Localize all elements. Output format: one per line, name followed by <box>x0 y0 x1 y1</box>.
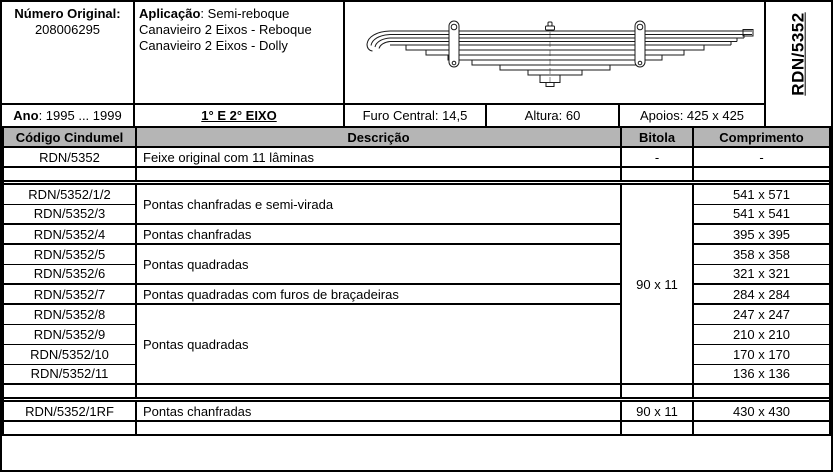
aplicacao-cell <box>135 2 345 105</box>
code-cell: RDN/5352/8 <box>3 304 136 324</box>
comp-cell: 395 x 395 <box>693 224 830 244</box>
aplicacao-label: Aplicação <box>139 6 201 21</box>
table-row <box>3 401 830 421</box>
comp-cell: 321 x 321 <box>693 264 830 284</box>
numero-original-cell <box>2 2 135 105</box>
comp-cell: 247 x 247 <box>693 304 830 324</box>
bitola-cell: 90 x 11 <box>621 184 693 384</box>
column-header-descricao: Descrição <box>136 127 621 147</box>
aplicacao-line2: Canavieiro 2 Eixos - Reboque <box>139 22 312 37</box>
code-cell: RDN/5352/1RF <box>3 401 136 421</box>
comp-cell: - <box>693 147 830 167</box>
bitola-cell: 90 x 11 <box>621 401 693 421</box>
comp-cell: 358 x 358 <box>693 244 830 264</box>
table-row <box>3 244 830 264</box>
empty-cell <box>621 384 693 398</box>
parts-table <box>2 126 831 436</box>
table-row <box>3 147 830 167</box>
spec-row <box>2 105 831 126</box>
table-row <box>3 184 830 204</box>
code-cell: RDN/5352/5 <box>3 244 136 264</box>
empty-cell <box>693 384 830 398</box>
empty-cell <box>621 421 693 435</box>
header-section <box>2 2 831 105</box>
ano-value: : 1995 ... 1999 <box>38 108 122 123</box>
desc-cell: Pontas chanfradas e semi-virada <box>136 184 621 224</box>
numero-original-label: Número Original: <box>14 6 121 21</box>
eixo-cell <box>135 105 345 126</box>
leaf-spring-diagram <box>350 7 760 99</box>
comp-cell: 136 x 136 <box>693 364 830 384</box>
desc-cell: Pontas chanfradas <box>136 401 621 421</box>
column-header-comprimento: Comprimento <box>693 127 830 147</box>
comp-cell: 541 x 541 <box>693 204 830 224</box>
comp-cell: 541 x 571 <box>693 184 830 204</box>
desc-cell: Pontas quadradas <box>136 304 621 384</box>
ano-cell <box>2 105 135 126</box>
code-cell: RDN/5352/4 <box>3 224 136 244</box>
empty-cell <box>621 167 693 181</box>
empty-cell <box>136 384 621 398</box>
table-row <box>3 224 830 244</box>
table-header-row <box>3 127 830 147</box>
eixo-value: 1° E 2° EIXO <box>201 108 277 123</box>
comp-cell: 170 x 170 <box>693 344 830 364</box>
table-row <box>3 304 830 324</box>
desc-cell: Pontas quadradas <box>136 244 621 284</box>
model-code-vertical: RDN/5352 <box>788 11 808 96</box>
empty-cell <box>136 421 621 435</box>
bitola-cell: - <box>621 147 693 167</box>
column-header-bitola: Bitola <box>621 127 693 147</box>
comp-cell: 430 x 430 <box>693 401 830 421</box>
code-cell: RDN/5352/10 <box>3 344 136 364</box>
ano-label: Ano <box>13 108 39 123</box>
empty-cell <box>693 167 830 181</box>
comp-cell: 210 x 210 <box>693 324 830 344</box>
code-cell: RDN/5352/3 <box>3 204 136 224</box>
empty-cell <box>693 421 830 435</box>
empty-cell <box>3 421 136 435</box>
code-cell: RDN/5352/11 <box>3 364 136 384</box>
desc-cell: Pontas quadradas com furos de braçadeiras <box>136 284 621 304</box>
code-cell: RDN/5352/7 <box>3 284 136 304</box>
aplicacao-line1 <box>139 6 341 22</box>
furo-central-cell: Furo Central: 14,5 <box>345 105 487 126</box>
empty-cell <box>3 167 136 181</box>
apoios-cell: Apoios: 425 x 425 <box>620 105 766 126</box>
drawing-cell <box>345 2 766 105</box>
altura-cell: Altura: 60 <box>487 105 620 126</box>
spec-row-blank-cell <box>766 105 831 126</box>
code-cell: RDN/5352/1/2 <box>3 184 136 204</box>
aplicacao-value: : Semi-reboque <box>200 6 290 21</box>
separator-row <box>3 167 830 181</box>
empty-cell <box>136 167 621 181</box>
comp-cell: 284 x 284 <box>693 284 830 304</box>
code-cell: RDN/5352/9 <box>3 324 136 344</box>
model-code-cell <box>766 2 831 105</box>
code-cell: RDN/5352/6 <box>3 264 136 284</box>
table-row <box>3 284 830 304</box>
separator-row <box>3 384 830 398</box>
desc-cell: Feixe original com 11 lâminas <box>136 147 621 167</box>
numero-original-value: 208006295 <box>34 22 101 37</box>
code-cell: RDN/5352 <box>3 147 136 167</box>
column-header-codigo: Código Cindumel <box>3 127 136 147</box>
desc-cell: Pontas chanfradas <box>136 224 621 244</box>
aplicacao-line3: Canavieiro 2 Eixos - Dolly <box>139 38 288 53</box>
separator-row <box>3 421 830 435</box>
empty-cell <box>3 384 136 398</box>
